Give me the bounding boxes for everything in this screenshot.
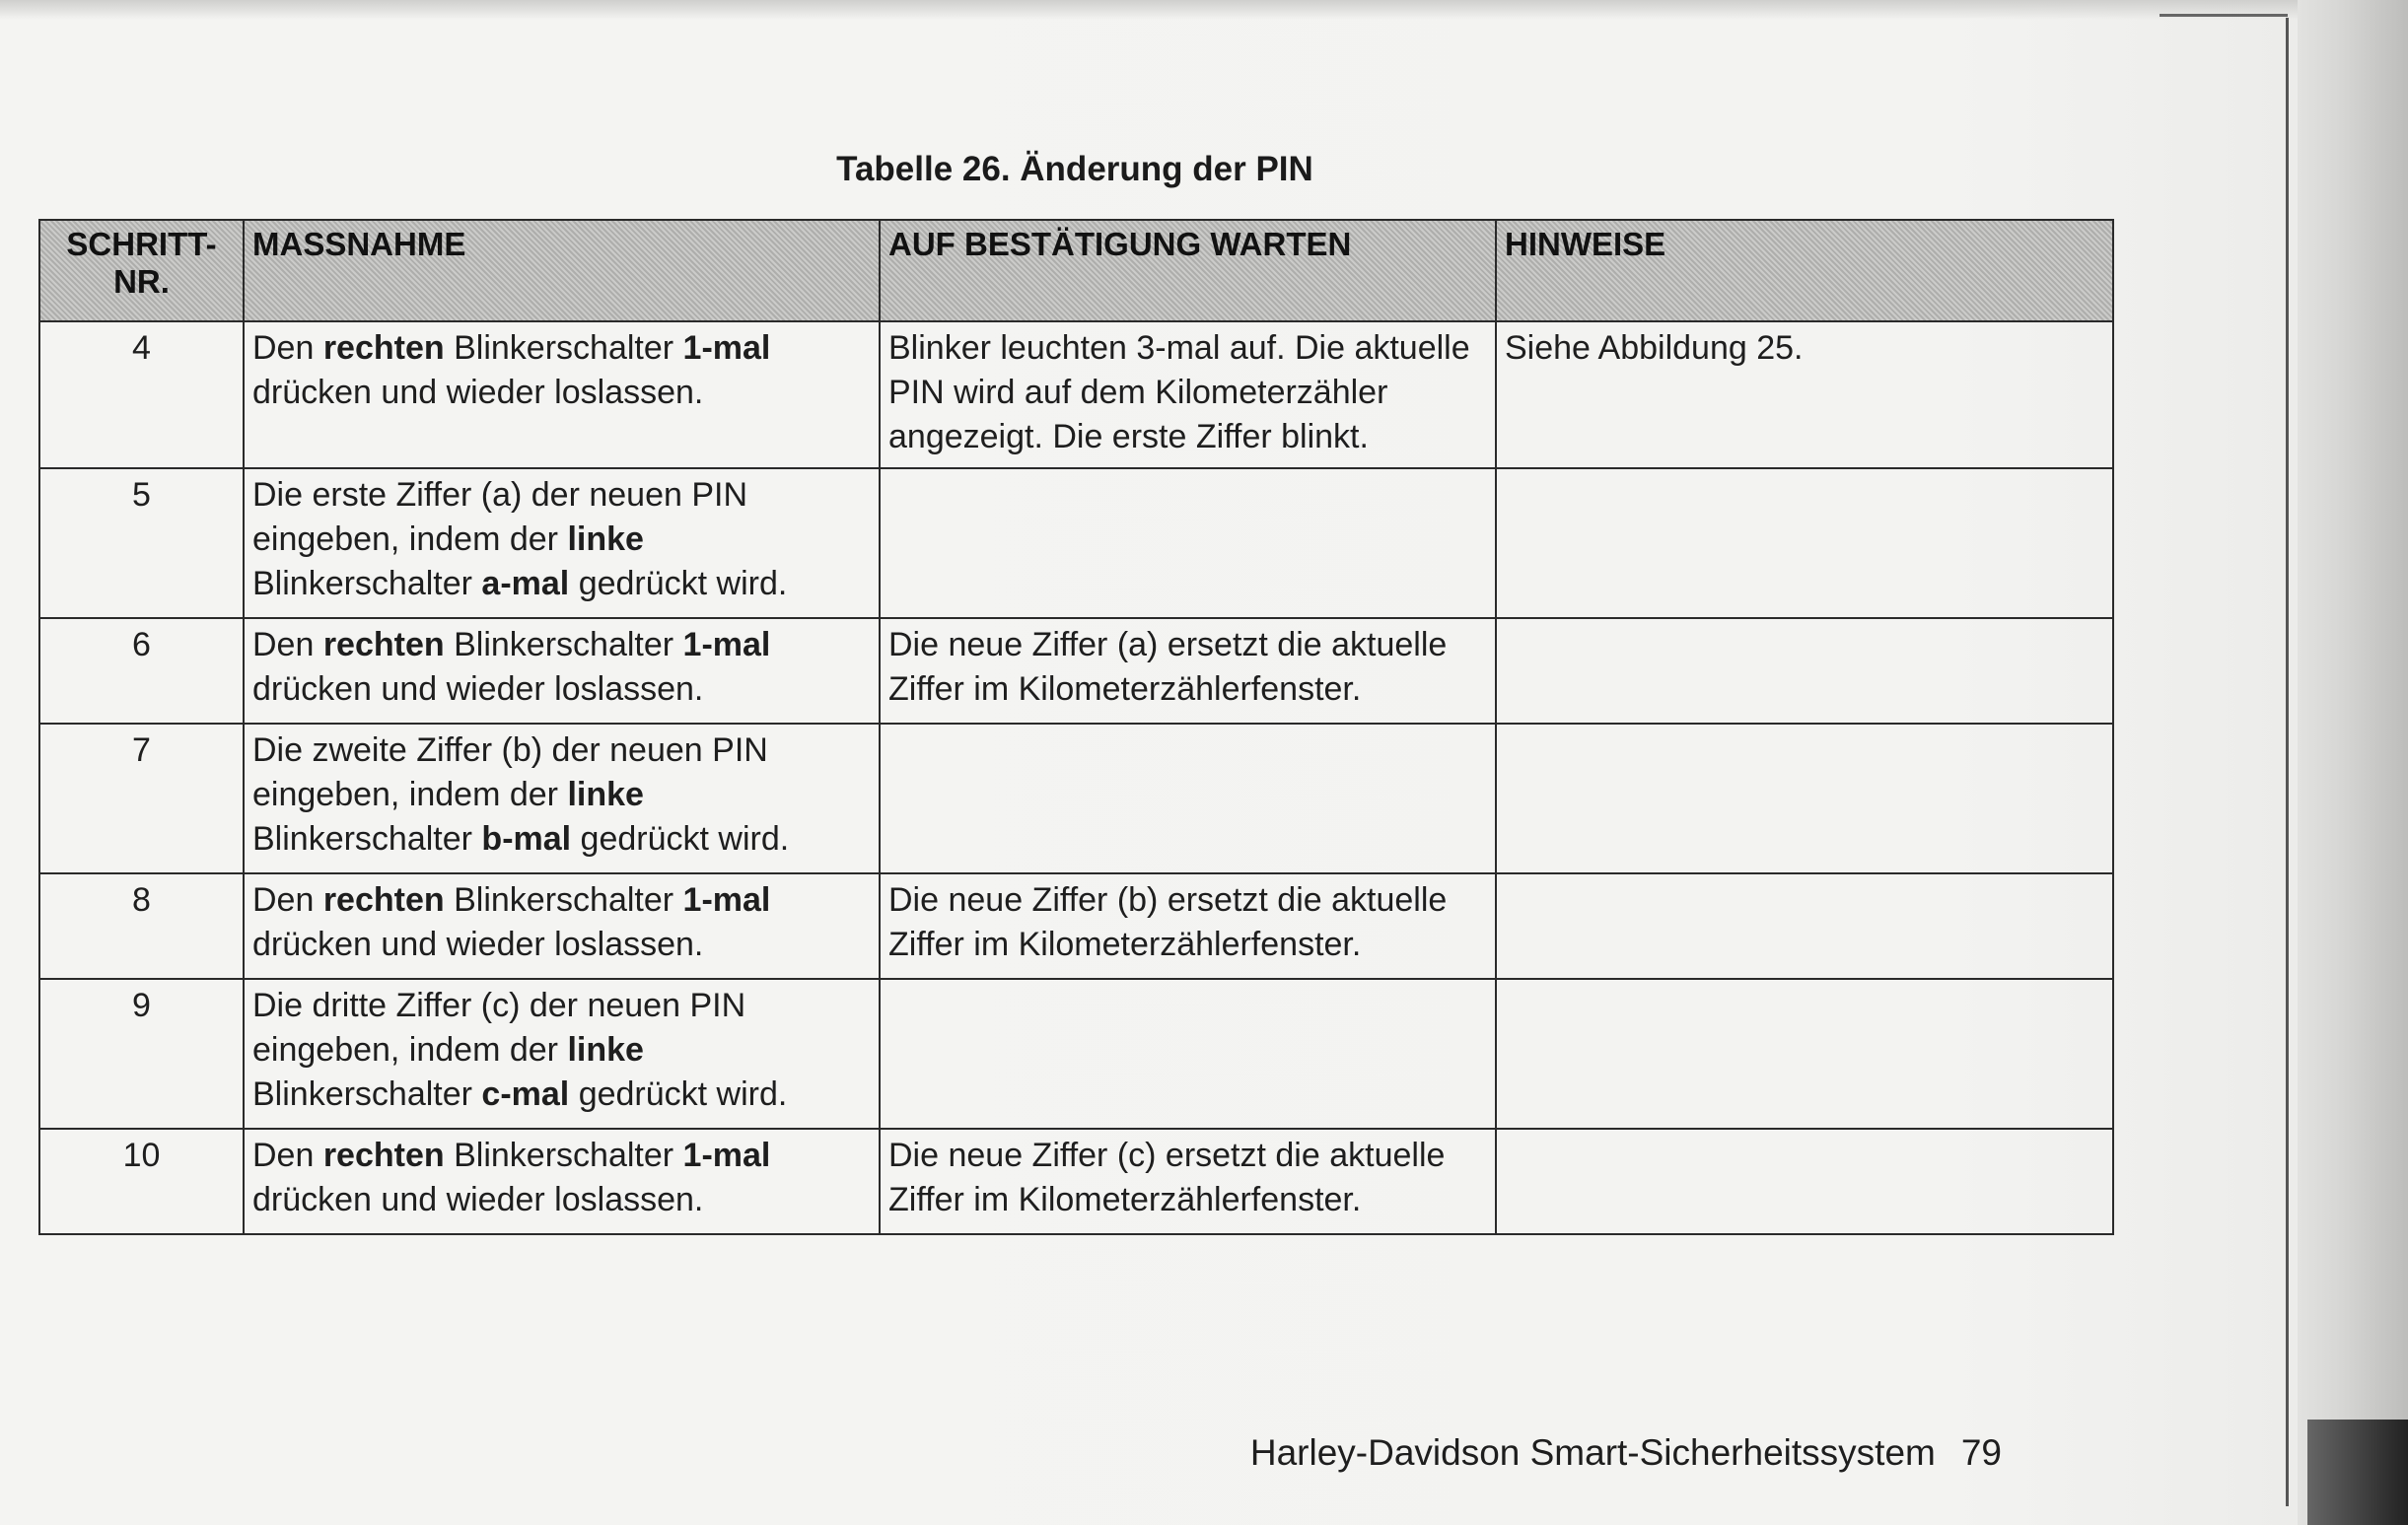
table-row: [39, 468, 2113, 618]
action-emphasis: a-mal: [481, 565, 570, 602]
action-emphasis: rechten: [322, 626, 445, 663]
table-row: [39, 618, 2113, 724]
action-text: Die erste Ziffer (a) der neuen PIN eingeben, indem der: [252, 476, 748, 558]
table-row: [39, 1129, 2113, 1234]
action-cell: [244, 321, 880, 468]
step-number: 9: [39, 979, 244, 1129]
action-text: Blinkerschalter: [444, 1137, 683, 1174]
action-text: gedrückt wird.: [569, 1075, 788, 1113]
header-notes: HINWEISE: [1496, 220, 2113, 321]
action-emphasis: rechten: [322, 1137, 445, 1174]
wait-confirmation-cell: Die neue Ziffer (b) ersetzt die aktuelle Ziffer im Kilometerzählerfenster.: [880, 873, 1496, 979]
action-cell: [244, 618, 880, 724]
action-text: gedrückt wird.: [571, 820, 790, 858]
page-number: 79: [1960, 1432, 2002, 1473]
step-number: 4: [39, 321, 244, 468]
action-text: Blinkerschalter: [252, 1075, 482, 1113]
action-text: Die dritte Ziffer (c) der neuen PIN eingeben, indem der: [252, 987, 746, 1069]
step-number: 8: [39, 873, 244, 979]
notes-cell: [1496, 1129, 2113, 1234]
table-row: [39, 724, 2113, 873]
table-row: [39, 873, 2113, 979]
action-text: Blinkerschalter: [252, 820, 482, 858]
action-text: drücken und wieder loslassen.: [252, 926, 704, 963]
action-text: gedrückt wird.: [569, 565, 788, 602]
wait-confirmation-cell: [880, 979, 1496, 1129]
wait-confirmation-cell: Die neue Ziffer (a) ersetzt die aktuelle Ziffer im Kilometerzählerfenster.: [880, 618, 1496, 724]
action-text: Den: [252, 626, 323, 663]
table-row: [39, 979, 2113, 1129]
action-emphasis: 1-mal: [682, 329, 771, 367]
action-emphasis: 1-mal: [682, 881, 771, 919]
footer-title: Harley-Davidson Smart-Sicherheitssystem: [1249, 1432, 1936, 1473]
page-edge-top-line: [2160, 14, 2288, 17]
action-text: Blinkerschalter: [252, 565, 482, 602]
action-emphasis: rechten: [322, 881, 445, 919]
wait-confirmation-cell: [880, 468, 1496, 618]
notes-cell: [1496, 724, 2113, 873]
notes-cell: [1496, 873, 2113, 979]
action-emphasis: linke: [567, 520, 644, 558]
action-text: drücken und wieder loslassen.: [252, 1181, 704, 1218]
page-top-shadow: [0, 0, 2298, 20]
action-text: Blinkerschalter: [444, 329, 683, 367]
action-cell: [244, 979, 880, 1129]
action-emphasis: linke: [567, 776, 644, 813]
step-number: 7: [39, 724, 244, 873]
action-text: drücken und wieder loslassen.: [252, 374, 704, 411]
action-text: Den: [252, 1137, 323, 1174]
step-number: 5: [39, 468, 244, 618]
action-cell: [244, 724, 880, 873]
action-emphasis: rechten: [322, 329, 445, 367]
action-text: Blinkerschalter: [444, 881, 683, 919]
action-text: Blinkerschalter: [444, 626, 683, 663]
action-text: drücken und wieder loslassen.: [252, 670, 704, 708]
wait-confirmation-cell: [880, 724, 1496, 873]
table-title: Tabelle 26. Änderung der PIN: [836, 150, 1313, 188]
notes-cell: [1496, 618, 2113, 724]
action-text: Die zweite Ziffer (b) der neuen PIN eingeben, indem der: [252, 731, 768, 813]
table-header-row: [39, 220, 2113, 321]
page-edge-line: [2286, 18, 2289, 1506]
header-action: MASSNAHME: [244, 220, 880, 321]
book-edge: [2298, 0, 2408, 1525]
action-text: Den: [252, 881, 323, 919]
action-cell: [244, 873, 880, 979]
table-body: [39, 321, 2113, 1234]
pin-change-table: [38, 219, 2114, 1235]
notes-cell: [1496, 979, 2113, 1129]
header-wait-confirmation: AUF BESTÄTIGUNG WARTEN: [880, 220, 1496, 321]
step-number: 6: [39, 618, 244, 724]
page-footer: [1250, 1432, 2002, 1474]
wait-confirmation-cell: Die neue Ziffer (c) ersetzt die aktuelle Ziffer im Kilometerzählerfenster.: [880, 1129, 1496, 1234]
book-edge-shadow: [2307, 1420, 2408, 1525]
action-cell: [244, 1129, 880, 1234]
action-emphasis: c-mal: [481, 1075, 570, 1113]
action-cell: [244, 468, 880, 618]
action-emphasis: b-mal: [481, 820, 572, 858]
action-emphasis: 1-mal: [682, 1137, 771, 1174]
table-row: [39, 321, 2113, 468]
wait-confirmation-cell: Blinker leuchten 3-mal auf. Die aktuelle PIN wird auf dem Kilometerzähler angezeigt. Die erste Ziffer blinkt.: [880, 321, 1496, 468]
action-text: Den: [252, 329, 323, 367]
notes-cell: Siehe Abbildung 25.: [1496, 321, 2113, 468]
action-emphasis: linke: [567, 1031, 644, 1069]
step-number: 10: [39, 1129, 244, 1234]
header-step-number: SCHRITT-NR.: [39, 220, 244, 321]
notes-cell: [1496, 468, 2113, 618]
action-emphasis: 1-mal: [682, 626, 771, 663]
